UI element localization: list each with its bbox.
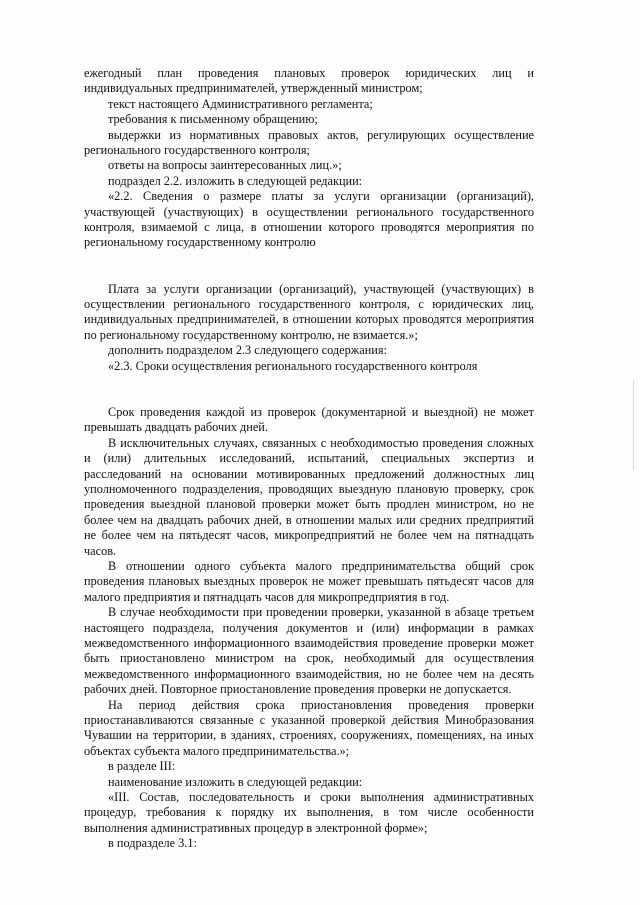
paragraph: На период действия срока приостановления проведения проверки приостанавливаются связанные с указанной проверкой действия Минобразования Чувашии на территории, в зданиях, строениях, сооружениях, помещениях, на иных объектах субъекта малого предпринимательства.»;: [84, 697, 534, 758]
blank-line: [84, 251, 534, 266]
paragraph: наименование изложить в следующей редакции:: [108, 774, 363, 789]
section-heading: «2.3. Сроки осуществления регионального государственного контроля: [108, 358, 478, 373]
blank-line: [84, 389, 534, 404]
paragraph: выдержки из нормативных правовых актов, регулирующих осуществление регионального государственного контроля;: [84, 127, 534, 158]
paragraph: в разделе III:: [108, 759, 176, 774]
paragraph: ответы на вопросы заинтересованных лиц.»;: [108, 158, 342, 173]
paragraph: подраздел 2.2. изложить в следующей редакции:: [108, 173, 363, 188]
paragraph: Плата за услуги организации (организаций), участвующей (участвующих) в осуществлении регионального государственного контроля, с юридических лиц, индивидуальных предпринимателей, в отношении которых проводятся мероприятия по региональному государственному контролю, не взимается.»;: [84, 281, 534, 342]
scan-edge-line: [633, 380, 634, 470]
blank-line: [84, 374, 534, 389]
paragraph: текст настоящего Административного регламента;: [108, 96, 373, 111]
section-heading: «III. Состав, последовательность и сроки выполнения административных процедур, требования к порядку их выполнения, в том числе особенности выполнения административных процедур в электронной форме»;: [84, 790, 534, 835]
paragraph: дополнить подразделом 2.3 следующего содержания:: [108, 343, 387, 358]
paragraph: В случае необходимости при проведении проверки, указанной в абзаце третьем настоящего подраздела, получения документов и (или) информации в рамках межведомственного информационного взаимодействия проведение проверки может быть приостановлено министром на срок, необходимый для осуществления межведомственного информационного взаимодействия, но не более чем на десять рабочих дней. Повторное приостановление проведения проверки не допускается.: [84, 605, 534, 697]
paragraph: ежегодный план проведения плановых проверок юридических лиц и индивидуальных предпринимателей, утвержденный министром;: [84, 66, 534, 96]
document-body: [84, 66, 534, 852]
paragraph: в подразделе 3.1:: [108, 836, 197, 851]
paragraph: Срок проведения каждой из проверок (документарной и выездной) не может превышать двадцать рабочих дней.: [84, 404, 534, 435]
section-heading: «2.2. Сведения о размере платы за услуги организации (организаций), участвующей (участвующих) в осуществлении регионального государственного контроля, взимаемой с лица, в отношении которого проводятся мероприятия по региональному государственному контролю: [84, 189, 534, 250]
paragraph: требования к письменному обращению;: [108, 112, 318, 127]
blank-line: [84, 266, 534, 281]
paragraph: В отношении одного субъекта малого предпринимательства общий срок проведения плановых выездных проверок не может превышать пятьдесят часов для малого предприятия и пятнадцать часов для микропредприятия в год.: [84, 558, 534, 604]
paragraph: В исключительных случаях, связанных с необходимостью проведения сложных и (или) длительных исследований, испытаний, специальных экспертиз и расследований на основании мотивированных предложений должностных лиц уполномоченного подразделения, проводящих выездную плановую проверку, срок проведения выездной плановой проверки может быть продлен министром, но не более чем на двадцать рабочих дней, в отношении малых или средних предприятий не более чем на пятьдесят часов, микропредприятий не более чем на пятнадцать часов.: [84, 435, 534, 558]
